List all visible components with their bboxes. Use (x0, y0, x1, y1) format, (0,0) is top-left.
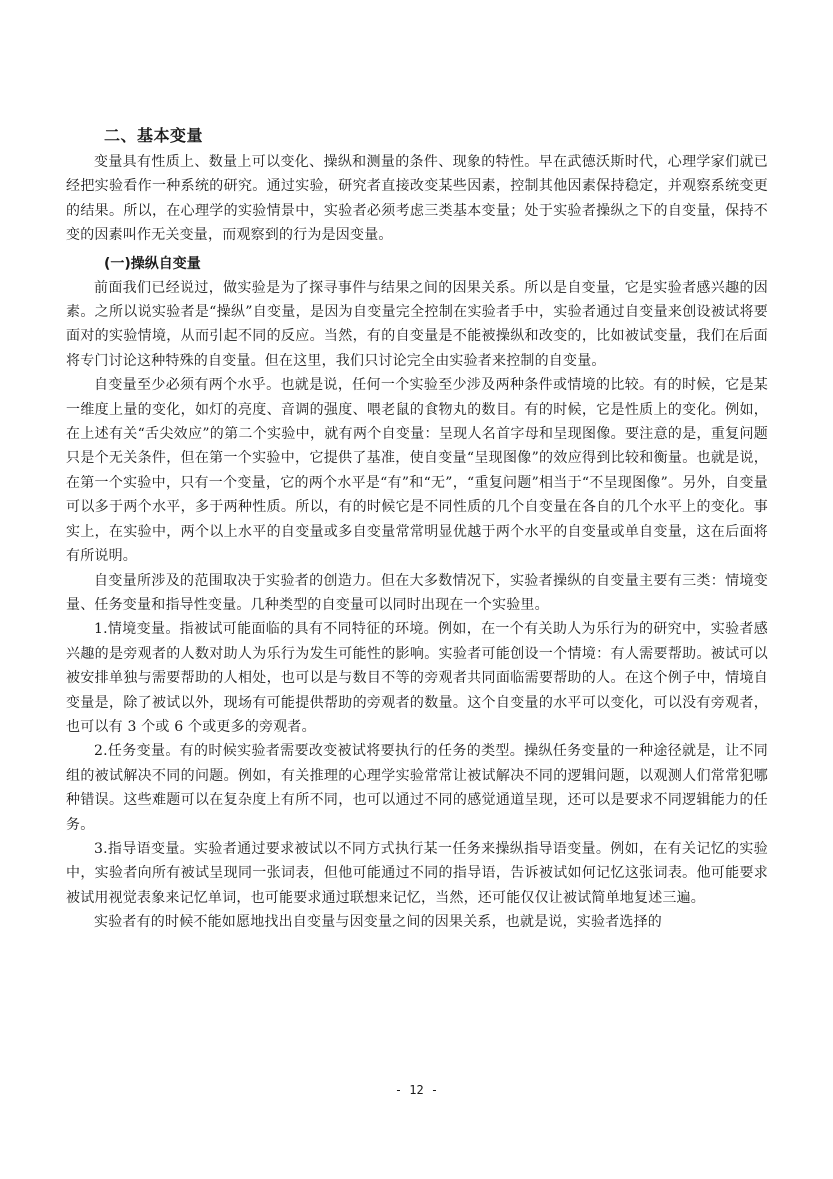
section-intro-paragraph: 变量具有性质上、数量上可以变化、操纵和测量的条件、现象的特性。早在武德沃斯时代，心理学家们就已经把实验看作一种系统的研究。通过实验，研究者直接改变某些因素，控制其他因素保持稳定，并观察系统变更的结果。所以，在心理学的实验情景中，实验者必须考虑三类基本变量；处于实验者操纵之下的自变量，保持不变的因素叫作无关变量，而观察到的行为是因变量。 (66, 154, 768, 244)
body-paragraph: 3.指导语变量。实验者通过要求被试以不同方式执行某一任务来操纵指导语变量。例如，在有关记忆的实验中，实验者向所有被试呈现同一张词表，但他可能通过不同的指导语，告诉被试如何记忆这张词表。他可能要求被试用视觉表象来记忆单词，也可能要求通过联想来记忆，当然，还可能仅仅让被试简单地复述三遍。 (66, 840, 768, 906)
body-paragraph: 实验者有的时候不能如愿地找出自变量与因变量之间的因果关系，也就是说，实验者选择的 (94, 914, 662, 931)
body-paragraph: 1.情境变量。指被试可能面临的具有不同特征的环境。例如，在一个有关助人为乐行为的研究中，实验者感兴趣的是旁观者的人数对助人为乐行为发生可能性的影响。实验者可能创设一个情境：有人需要帮助。被试可以被安排单独与需要帮助的人相处，也可以是与数目不等的旁观者共同面临需要帮助的人。在这个例子中，情境自变量是，除了被试以外，现场有可能提供帮助的旁观者的数量。这个自变量的水平可以变化，可以没有旁观者，也可以有 3 个或 6 个或更多的旁观者。 (66, 621, 768, 735)
subsection-title: (一)操纵自变量 (104, 255, 201, 272)
page-body (66, 124, 768, 935)
page-number: - 12 - (394, 1083, 439, 1097)
body-paragraph: 2.任务变量。有的时候实验者需要改变被试将要执行的任务的类型。操纵任务变量的一种途径就是，让不同组的被试解决不同的问题。例如，有关推理的心理学实验常常让被试解决不同的逻辑问题，以观测人们常常犯哪种错误。这些难题可以在复杂度上有所不同，也可以通过不同的感觉通道呈现，还可以是要求不同逻辑能力的任务。 (66, 743, 768, 833)
section-title: 二、基本变量 (104, 126, 204, 145)
body-paragraph: 自变量至少必须有两个水乎。也就是说，任何一个实验至少涉及两种条件或情境的比较。有的时候，它是某一维度上量的变化，如灯的亮度、音调的强度、喂老鼠的食物丸的数目。有的时候，它是性质上的变化。例如，在上述有关“舌尖效应”的第二个实验中，就有两个自变量：呈现人名首字母和呈现图像。要注意的是，重复问题只是个无关条件，但在第一个实验中，它提供了基准，使自变量“呈现图像”的效应得到比较和衡量。也就是说，在第一个实验中，只有一个变量，它的两个水平是“有”和“无”，“重复问题”相当于“不呈现图像”。另外，自变量可以多于两个水平，多于两种性质。所以，有的时候它是不同性质的几个自变量在各自的几个水平上的变化。事实上，在实验中，两个以上水平的自变量或多自变量常常明显优越于两个水平的自变量或单自变量，这在后面将有所说明。 (66, 377, 768, 565)
body-paragraph: 自变量所涉及的范围取决于实验者的创造力。但在大多数情况下，实验者操纵的自变量主要有三类：情境变量、任务变量和指导性变量。几种类型的自变量可以同时出现在一个实验里。 (66, 572, 768, 613)
body-paragraph: 前面我们已经说过，做实验是为了探寻事件与结果之间的因果关系。所以是自变量，它是实验者感兴趣的因素。之所以说实验者是“操纵”自变量，是因为自变量完全控制在实验者手中，实验者通过自变量来创设被试将要面对的实验情境，从而引起不同的反应。当然，有的自变量是不能被操纵和改变的，比如被试变量，我们在后面将专门讨论这种特殊的自变量。但在这里，我们只讨论完全由实验者来控制的自变量。 (66, 279, 768, 369)
